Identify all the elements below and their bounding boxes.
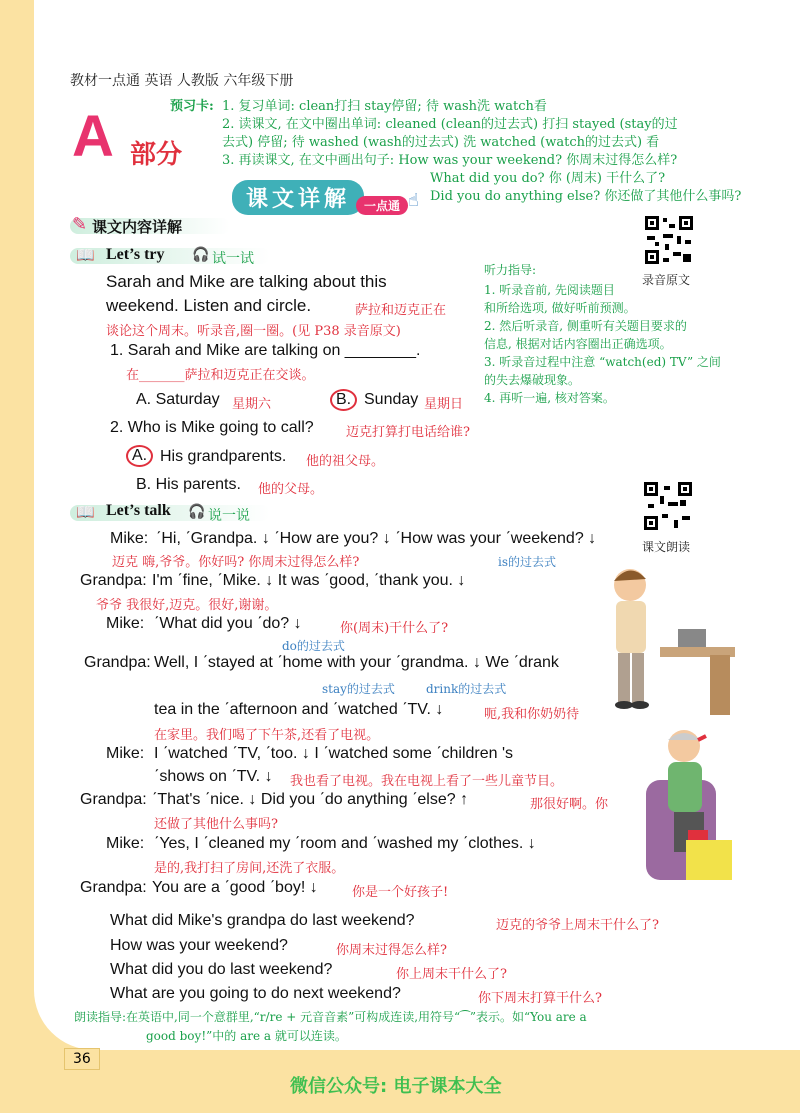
talk-tag-zh: 说一说 — [208, 508, 250, 524]
review-question: What did Mike's grandpa do last weekend? — [110, 912, 415, 929]
review-question: How was your weekend? — [110, 937, 288, 954]
speaker-label: Grandpa: — [80, 572, 147, 589]
preview-line: 2. 读课文, 在文中圈出单词: cleaned (clean的过去式) 打扫 stayed (stay的过 — [222, 117, 678, 132]
pencil-icon: ✎ — [72, 214, 88, 235]
preview-line: 1. 复习单词: clean打扫 stay停留; 待 wash洗 watch看 — [222, 99, 547, 114]
option-1a: A. Saturday — [136, 391, 220, 408]
question-1: 1. Sarah and Mike are talking on ________. — [110, 342, 421, 359]
dialogue-line: I ˊwatched ˊTV, ˊtoo. ↓ I ˊwatched some ˊchildren 's — [154, 745, 514, 762]
dialogue-zh: 迈克 嗨,爷爷。你好吗? 你周末过得怎么样? — [112, 555, 360, 570]
grammar-note: drink的过去式 — [426, 682, 507, 696]
qr-caption: 录音原文 — [642, 273, 691, 287]
dialogue-zh: 还做了其他什么事吗? — [154, 817, 278, 832]
guide-line: 1. 听录音前, 先阅读题目 — [484, 283, 615, 297]
reading-guide: 朗读指导:在英语中,同一个意群里,“r/re + 元音音素”可构成连读,用符号“⁀”表示。如“You are a — [74, 1010, 587, 1024]
try-tag-zh: 试一试 — [212, 251, 254, 267]
dialogue-line: Well, I ˊstayed at ˊhome with your ˊgrandma. ↓ We ˊdrank — [154, 654, 559, 671]
speaker-label: Grandpa: — [80, 791, 147, 808]
dialogue-zh: 在家里。我们喝了下午茶,还看了电视。 — [154, 728, 380, 743]
preview-line: Did you do anything else? 你还做了其他什么事吗? — [430, 189, 742, 204]
dialogue-line: ˊshows on ˊTV. ↓ — [154, 768, 273, 785]
qr-caption: 课文朗读 — [642, 540, 691, 554]
question-2: 2. Who is Mike going to call? — [110, 419, 314, 436]
option-2a-letter: A. — [126, 445, 153, 467]
talk-tag: Let’s talk — [106, 502, 171, 519]
question-1-zh: 在_______萨拉和迈克正在交谈。 — [126, 368, 315, 383]
grammar-note: stay的过去式 — [322, 682, 395, 696]
review-question-zh: 你下周末打算干什么? — [478, 991, 602, 1006]
preview-line: 去式) 停留; 待 washed (wash的过去式) 洗 watched (watch的过去式) 看 — [222, 135, 660, 150]
part-letter: A — [72, 104, 114, 169]
try-intro-zh: 谈论这个周末。听录音,圈一圈。(见 P38 录音原文) — [106, 324, 401, 339]
guide-line: 2. 然后听录音, 侧重听有关题目要求的 — [484, 319, 687, 333]
book-icon: 📖 — [76, 246, 95, 264]
try-intro: Sarah and Mike are talking about this — [106, 272, 387, 291]
preview-line: What did you do? 你 (周末) 干什么了? — [430, 171, 666, 186]
guide-title: 听力指导: — [484, 263, 537, 277]
headphones-icon: 🎧 — [188, 504, 206, 520]
part-label: 部分 — [130, 140, 183, 170]
dialogue-zh: 你(周末)干什么了? — [340, 621, 449, 636]
banner-sub: 一点通 — [356, 196, 408, 215]
grandpa-on-phone-illustration — [636, 720, 736, 900]
dialogue-line: ˊYes, I ˊcleaned my ˊroom and ˊwashed my ˊclothes. ↓ — [154, 835, 536, 852]
review-question-zh: 你上周末干什么了? — [396, 967, 507, 982]
speaker-label: Grandpa: — [80, 879, 147, 896]
review-question-zh: 迈克的爷爷上周末干什么了? — [496, 918, 659, 933]
guide-line: 3. 听录音过程中注意 “watch(ed) TV” 之间 — [484, 355, 721, 369]
dialogue-zh: 是的,我打扫了房间,还洗了衣服。 — [154, 861, 345, 876]
dialogue-line: You are a ˊgood ˊboy! ↓ — [152, 879, 318, 896]
guide-line: 和所给选项, 做好听前预测。 — [484, 301, 636, 315]
try-intro-zh: 萨拉和迈克正在 — [355, 303, 447, 318]
lesson-banner: 课文详解 — [232, 180, 364, 215]
book-header: 教材一点通 英语 人教版 六年级下册 — [70, 73, 294, 89]
guide-line: 的失去爆破现象。 — [484, 373, 581, 387]
review-question-zh: 你周末过得怎么样? — [336, 943, 447, 958]
book-icon: 📖 — [76, 503, 95, 521]
option-1b-zh: 星期日 — [424, 397, 464, 412]
dialogue-line: tea in the ˊafternoon and ˊwatched ˊTV. ↓ — [154, 701, 444, 718]
dialogue-zh: 你是一个好孩子! — [352, 885, 449, 900]
guide-line: 4. 再听一遍, 核对答案。 — [484, 391, 615, 405]
dialogue-line: ˊHi, ˊGrandpa. ↓ ˊHow are you? ↓ ˊHow was your ˊweekend? ↓ — [156, 530, 597, 547]
try-intro: weekend. Listen and circle. — [106, 296, 312, 315]
try-tag: Let’s try — [106, 246, 165, 263]
dialogue-line: ˊThat's ˊnice. ↓ Did you ˊdo anything ˊelse? ↑ — [152, 791, 469, 808]
speaker-label: Mike: — [106, 615, 145, 632]
option-1b: Sunday — [364, 391, 419, 408]
dialogue-zh: 我也看了电视。我在电视上看了一些儿童节目。 — [290, 774, 564, 789]
review-question: What did you do last weekend? — [110, 961, 333, 978]
headphones-icon: 🎧 — [192, 247, 210, 263]
qr-code-icon — [643, 214, 695, 266]
speaker-label: Mike: — [110, 530, 149, 547]
boy-on-phone-illustration — [600, 555, 740, 720]
question-2-zh: 迈克打算打电话给谁? — [346, 425, 470, 440]
dialogue-zh: 爷爷 我很好,迈克。很好,谢谢。 — [96, 598, 278, 613]
dialogue-zh: 呃,我和你奶奶待 — [484, 707, 580, 722]
page-number: 36 — [64, 1048, 100, 1070]
qr-code-icon — [642, 480, 694, 532]
section-title: 课文内容详解 — [92, 218, 183, 236]
speaker-label: Mike: — [106, 835, 145, 852]
dialogue-line: I'm ˊfine, ˊMike. ↓ It was ˊgood, ˊthank you. ↓ — [152, 572, 466, 589]
speaker-label: Mike: — [106, 745, 145, 762]
pointing-hand-icon: ☝ — [408, 190, 419, 211]
preview-label: 预习卡: — [170, 99, 214, 114]
dialogue-zh: 那很好啊。你 — [530, 797, 609, 812]
footer-watermark: 微信公众号: 电子课本大全 — [290, 1076, 502, 1097]
option-2a-zh: 他的祖父母。 — [306, 454, 385, 469]
option-2b: B. His parents. — [136, 476, 241, 493]
reading-guide: good boy!”中的 are a 就可以连读。 — [146, 1029, 347, 1043]
dialogue-line: ˊWhat did you ˊdo? ↓ — [154, 615, 302, 632]
option-2a: His grandparents. — [160, 448, 287, 465]
speaker-label: Grandpa: — [84, 654, 151, 671]
grammar-note: is的过去式 — [498, 555, 556, 569]
option-1a-zh: 星期六 — [232, 397, 272, 412]
guide-line: 信息, 根据对话内容圈出正确选项。 — [484, 337, 672, 351]
review-question: What are you going to do next weekend? — [110, 985, 401, 1002]
option-1b-letter: B. — [330, 389, 357, 411]
option-2b-zh: 他的父母。 — [258, 482, 324, 497]
grammar-note: do的过去式 — [282, 639, 345, 653]
preview-line: 3. 再读课文, 在文中画出句子: How was your weekend? 你周末过得怎么样? — [222, 153, 678, 168]
